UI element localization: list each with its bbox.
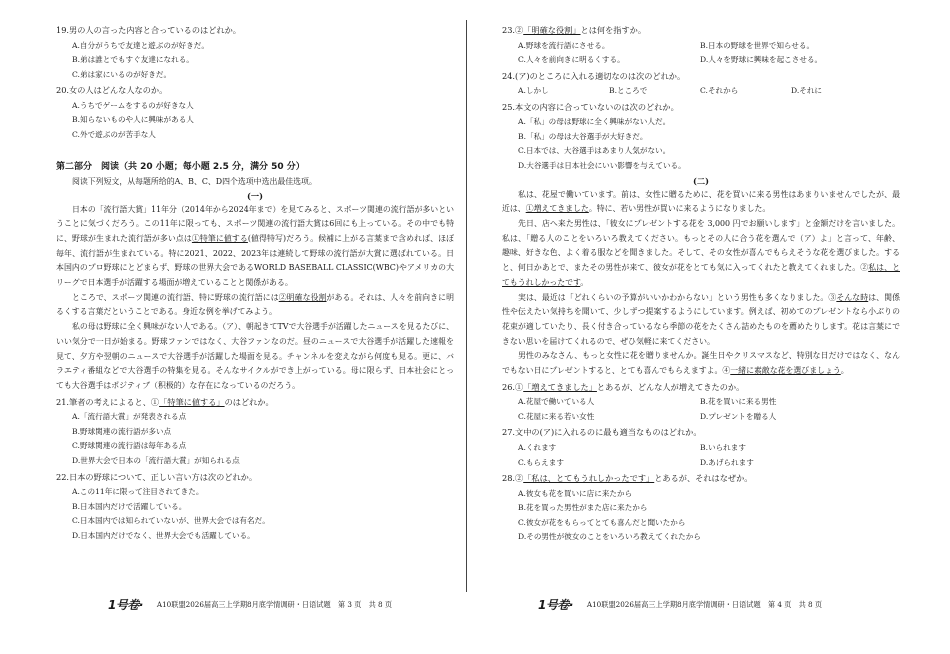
page-footer-left	[108, 598, 392, 612]
passage-paragraph: 日本の「流行語大賞」11年分（2014年から2024年まで）を見てみると、スポーツ関連の流行語が多いということに気づくだろう。この11年に限っても、スポーツ関連の流行語大賞は6回にも上っている。その中でも特に、野球が生まれた流行語が多い点は①特筆に値する(値得特写)だろう。候補に上がる言葉まで含めれば、ほぼ毎年、流行語が生まれている。特に2021、2022、2023年は連続して野球の流行語が大賞に選ばれている。日本国内のプロ野球にとどまらず、野球の世界大会であるWORLD BASEBALL CLASSIC(WBC)やアメリカの大リーグで日本選手が活躍する場面が増えていることと関係がある。	[56, 204, 454, 288]
option-c: C.日本では、大谷選手はあまり人気がない。	[518, 146, 671, 156]
option-a: A.彼女も花を買いに店に来たから	[518, 488, 633, 498]
footer-text: A10联盟2026届高三上学期8月底学情调研・日语试题 第 4 页 共 8 页	[586, 600, 823, 609]
option-b: B.知らないものや人に興味がある人	[72, 115, 194, 125]
underlined-phrase: ①特筆に値する	[191, 233, 248, 243]
option-c: C.弟は家にいるのが好きだ。	[72, 69, 172, 79]
option-d: D.世界大会で日本の「流行語大賞」が知られる点	[72, 455, 240, 465]
section-instruction: 阅读下列短文，从每题所给的A、B、C、D四个选项中选出最佳选项。	[72, 176, 317, 186]
passage-paragraph: 先日、店へ来た男性は、「彼女にプレゼントする花を 3,000 円でお願いします」と金額だけを言いました。私は、「贈る人のことをいろいろ教えてください。もっとその人に合う花を選んで（ア）よ」と言って、年齢、趣味、好きな色、よく着る服などを聞きました。そして、その女性が喜んでもらえそうな花を選びました。すると、何日かあとで、またその男性が来て、彼女が花をとても気に入ってくれたと教えてくれました。②私は、とてもうれしかったです。	[502, 219, 900, 287]
question-stem: 24.(ア)のところに入れる適切なのは次のどれか。	[502, 70, 686, 81]
question-27	[502, 424, 900, 470]
option-a: A.野球を流行語にさせる。	[518, 40, 610, 50]
question-stem: 27.文中の(ア)に入れるのに最も適当なものはどれか。	[502, 427, 702, 438]
underlined-phrase: ①増えてきました	[525, 204, 589, 214]
passage-paragraph: 男性のみなさん、もっと女性に花を贈りませんか。誕生日やクリスマスなど、特別な日だけではなく、なんでもない日にプレゼントすると、とても喜んでもらえますよ。④一緒に素敵な花を選びましょう。	[502, 351, 900, 376]
question-stem: 23.②「明確な役割」とは何を指すか。	[502, 25, 647, 35]
question-22	[56, 469, 454, 544]
option-d: D.あげられます	[700, 457, 754, 467]
option-c: C.外で遊ぶのが苦手な人	[72, 129, 156, 139]
publisher-logo: 1号卷·	[108, 598, 143, 612]
option-c: C.彼女が花をもらってとても喜んだと聞いたから	[518, 517, 686, 527]
passage-paragraph: 私は、花屋で働いています。前は、女性に贈るために、花を買いに来る男性はあまりいませんでしたが、最近は、①増えてきました。特に、若い男性が買いに来るようになりました。	[502, 189, 900, 214]
question-25	[502, 99, 900, 174]
question-stem: 22.日本の野球について、正しい言い方は次のどれか。	[56, 471, 258, 482]
option-c: C.もらえます	[518, 457, 564, 467]
footer-text: A10联盟2026届高三上学期8月底学情调研・日语试题 第 3 页 共 8 页	[156, 600, 393, 609]
option-d: D.その男性が彼女のことをいろいろ教えてくれたから	[518, 532, 701, 542]
underlined-phrase: 「増えてきました」	[523, 381, 597, 392]
underlined-phrase: 私は、とてもうれしかったです	[502, 263, 900, 287]
option-c: C.人々を前向きに明るくする。	[518, 55, 625, 65]
question-19	[56, 22, 454, 82]
option-b: B.日本国内だけで活躍している。	[72, 501, 187, 511]
question-stem: 21.筆者の考えによると、①「特筆に値する」のはどれか。	[56, 396, 274, 407]
option-c: C.野球関連の流行語は毎年ある点	[72, 441, 187, 451]
option-a: A.「私」の母は野球に全く興味がない人だ。	[518, 117, 671, 127]
question-stem: 25.本文の内容に合っていないのは次のどれか。	[502, 101, 679, 112]
passage-title: (二)	[693, 175, 709, 186]
underlined-phrase: 「私は、とてもうれしかったです」	[523, 473, 655, 484]
passage-2	[502, 188, 900, 379]
question-stem: 26.①「増えてきました」とあるが、どんな人が増えてきたのか。	[502, 381, 745, 392]
option-d: D.日本国内だけでなく、世界大会でも活躍している。	[72, 530, 255, 540]
passage-1	[56, 203, 454, 394]
question-20	[56, 82, 454, 142]
option-c: C.花屋に来る若い女性	[518, 411, 595, 421]
underlined-phrase: 「明確な役割」	[523, 25, 581, 35]
exam-page-3	[56, 22, 454, 543]
option-b: B.日本の野球を世界で知らせる。	[700, 40, 815, 50]
question-23	[502, 22, 900, 68]
passage-paragraph: 実は、最近は「どれくらいの予算がいいかわからない」という男性も多くなりました。③そんな時は、関係性や伝えたい気持ちを聞いて、少しずつ提案するようにしています。例えば、初めてのプレゼントなら小ぶりの花束が適していたり、長く付き合っているなら季節の花をたくさん詰めたものを薦めたりします。花は言葉にできない思いを届けてくれるので、ぜひ気軽に来てください。	[502, 292, 900, 346]
question-28	[502, 470, 900, 545]
option-b: B.野球関連の流行語が多い点	[72, 426, 172, 436]
option-b: B.いられます	[700, 442, 746, 452]
underlined-phrase: そんな時	[836, 292, 869, 302]
question-21	[56, 394, 454, 469]
section-title: 第二部分 阅读（共 20 小题；每小题 2.5 分，满分 50 分）	[56, 161, 305, 172]
option-d: D.大谷選手は日本社会にいい影響を与えている。	[518, 161, 686, 171]
question-24	[502, 68, 900, 99]
passage-paragraph: 私の母は野球に全く興味がない人である。（ア）、朝起きてTVで大谷選手が活躍したニュースを見るたびに、いい気分で一日が始まる。野球ファンではなく、大谷ファンなのだ。昼のニュースで大谷選手が活躍した速報を見て、夕方や翌朝のニュースで大谷選手が活躍した場面を見る。チャンネルを変えながら何度も見る。更に、バラエティ番組などで大谷選手の特集を見る。そんなサイクルができ上がっている。母に限らず、日本社会にとっても大谷選手はポジティブ（积极的）な存在になっているのだろう。	[56, 322, 454, 390]
option-a: A.うちでゲームをするのが好きな人	[72, 100, 194, 110]
page-divider	[466, 20, 467, 592]
option-b: B.弟は誰とでもすぐ友達になれる。	[72, 55, 194, 65]
option-a: A.この11年に限って注目されてきた。	[72, 487, 204, 497]
question-stem: 19.男の人の言った内容と合っているのはどれか。	[56, 25, 241, 35]
underlined-phrase: ②明確な役割	[278, 292, 327, 302]
option-c: C.それから	[700, 86, 739, 96]
underlined-phrase: 一緒に素敵な花を選びましょう	[730, 366, 841, 376]
option-b: B.花を買った男性がまた店に来たから	[518, 503, 648, 513]
page-footer-right	[538, 598, 822, 612]
underlined-phrase: 「特筆に値する」	[159, 396, 225, 407]
exam-page-4	[502, 22, 900, 545]
option-a: A.「流行語大賞」が発表される点	[72, 412, 187, 422]
option-a: A.自分がうちで友達と遊ぶのが好きだ。	[72, 40, 209, 50]
passage-title: (一)	[247, 190, 263, 201]
option-b: B.花を買いに来る男性	[700, 397, 777, 407]
question-stem: 20.女の人はどんな人なのか。	[56, 85, 168, 96]
question-stem: 28.②「私は、とてもうれしかったです」とあるが、それはなぜか。	[502, 473, 753, 484]
option-a: A.くれます	[518, 442, 557, 452]
option-d: D.それに	[791, 86, 823, 96]
option-b: B.ところで	[609, 86, 648, 96]
passage-paragraph: ところで、スポーツ関連の流行語、特に野球の流行語には②明確な役割がある。それは、人々を前向きに明るくする言葉だということである。身近な例を挙げてみよう。	[56, 292, 454, 317]
option-d: D.人々を野球に興味を起こさせる。	[700, 55, 823, 65]
question-26	[502, 379, 900, 425]
option-a: A.花屋で働いている人	[518, 397, 595, 407]
option-b: B.「私」の母は大谷選手が大好きだ。	[518, 131, 648, 141]
option-c: C.日本国内では知られていないが、世界大会では有名だ。	[72, 516, 270, 526]
publisher-logo: 1号卷·	[538, 598, 573, 612]
option-a: A.しかし	[518, 86, 549, 96]
option-d: D.プレゼントを贈る人	[700, 411, 777, 421]
